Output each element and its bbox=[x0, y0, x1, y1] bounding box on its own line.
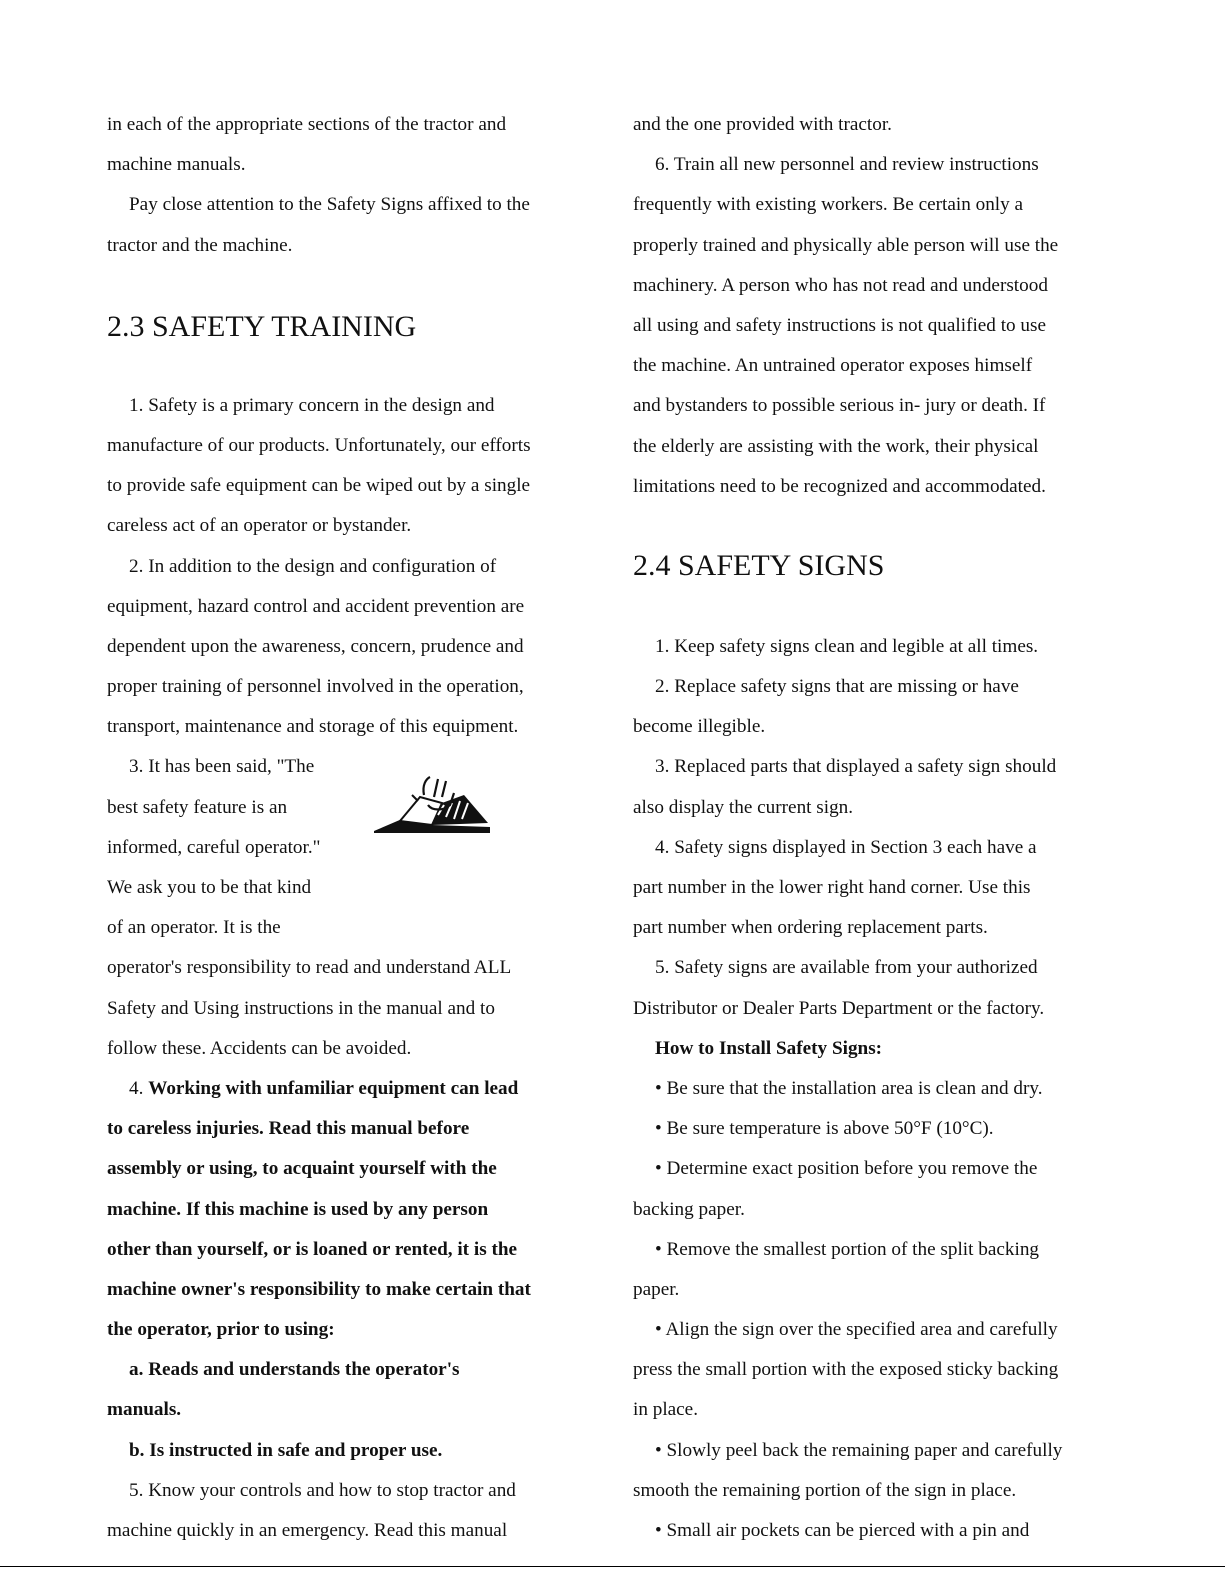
item3-line: operator's responsibility to read and understand ALL bbox=[107, 957, 512, 979]
footer-rule bbox=[0, 1566, 1225, 1567]
sub-item-a-line: manuals. bbox=[107, 1399, 182, 1421]
signs-item-line: 4. Safety signs displayed in Section 3 each have a bbox=[655, 836, 1037, 858]
item3-line: follow these. Accidents can be avoided. bbox=[107, 1037, 412, 1059]
item4-line: assembly or using, to acquaint yourself with the bbox=[107, 1158, 497, 1180]
bullet-line: • Be sure temperature is above 50°F (10°C). bbox=[655, 1118, 994, 1140]
signs-item-line: part number when ordering replacement parts. bbox=[633, 917, 988, 939]
signs-item-line: 1. Keep safety signs clean and legible at all times. bbox=[655, 635, 1039, 657]
item4-line: the operator, prior to using: bbox=[107, 1319, 335, 1341]
item3-line: best safety feature is an bbox=[107, 796, 288, 818]
bullet-line: • Be sure that the installation area is clean and dry. bbox=[655, 1077, 1043, 1099]
item1-line: 1. Safety is a primary concern in the design and bbox=[129, 394, 495, 416]
bullet-line: • Small air pockets can be pierced with a pin and bbox=[655, 1520, 1030, 1541]
item4-line bbox=[107, 1069, 577, 1109]
item3-line: 3. It has been said, "The bbox=[129, 756, 315, 778]
item4-bold-text: Working with unfamiliar equipment can lead bbox=[148, 1077, 519, 1099]
continuation-line: and the one provided with tractor. bbox=[633, 114, 892, 135]
sub-item-a-line: a. Reads and understands the operator's bbox=[129, 1359, 460, 1381]
bullet-line: • Slowly peel back the remaining paper and carefully bbox=[655, 1439, 1063, 1461]
signs-item-line: also display the current sign. bbox=[633, 796, 854, 818]
item3-line: informed, careful operator." bbox=[107, 836, 321, 858]
hand-on-book-icon bbox=[372, 775, 492, 835]
item2-line: transport, maintenance and storage of this equipment. bbox=[107, 716, 519, 738]
item4-line: machine. If this machine is used by any person bbox=[107, 1198, 489, 1220]
item2-line: equipment, hazard control and accident prevention are bbox=[107, 595, 525, 617]
bullet-line: paper. bbox=[633, 1278, 680, 1300]
item5-line: 5. Know your controls and how to stop tractor and bbox=[129, 1479, 516, 1501]
item6-line: machinery. A person who has not read and understood bbox=[633, 274, 1048, 296]
item6-line: frequently with existing workers. Be certain only a bbox=[633, 194, 1024, 216]
item3-block bbox=[107, 747, 577, 1069]
signs-item-line: 5. Safety signs are available from your authorized bbox=[655, 957, 1038, 979]
item6-line: properly trained and physically able person will use the bbox=[633, 234, 1059, 256]
bullet-line: • Align the sign over the specified area and carefully bbox=[655, 1319, 1058, 1341]
signs-item-line: Distributor or Dealer Parts Department or the factory. bbox=[633, 997, 1045, 1019]
item6-line: 6. Train all new personnel and review instructions bbox=[655, 154, 1039, 176]
item4-prefix: 4. bbox=[129, 1077, 149, 1099]
item2-line: proper training of personnel involved in the operation, bbox=[107, 676, 524, 698]
signs-item-line: 2. Replace safety signs that are missing or have bbox=[655, 676, 1019, 698]
item3-line: We ask you to be that kind bbox=[107, 877, 312, 898]
bullet-line: • Determine exact position before you remove the bbox=[655, 1158, 1038, 1180]
bullet-line: press the small portion with the exposed sticky backing bbox=[633, 1359, 1059, 1381]
item1-line: to provide safe equipment can be wiped out by a single bbox=[107, 475, 531, 497]
item6-line: all using and safety instructions is not qualified to use bbox=[633, 314, 1046, 336]
item4-line: machine owner's responsibility to make certain that bbox=[107, 1278, 531, 1300]
signs-note-line: tractor and the machine. bbox=[107, 234, 293, 256]
item6-line: limitations need to be recognized and accommodated. bbox=[633, 475, 1046, 497]
sub-item-b: b. Is instructed in safe and proper use. bbox=[129, 1439, 443, 1461]
item1-line: careless act of an operator or bystander. bbox=[107, 515, 412, 537]
intro-line: machine manuals. bbox=[107, 154, 246, 176]
item4-line: to careless injuries. Read this manual before bbox=[107, 1118, 470, 1140]
right-column bbox=[633, 105, 1108, 1551]
bullet-line: in place. bbox=[633, 1399, 698, 1421]
item6-line: and bystanders to possible serious in- jury or death. If bbox=[633, 395, 1046, 417]
bullet-line: • Remove the smallest portion of the split backing bbox=[655, 1238, 1040, 1260]
section-heading-safety-signs: 2.4 SAFETY SIGNS bbox=[633, 548, 885, 582]
install-heading: How to Install Safety Signs: bbox=[655, 1037, 883, 1059]
item3-line: of an operator. It is the bbox=[107, 917, 281, 939]
signs-item-line: part number in the lower right hand corner. Use this bbox=[633, 877, 1031, 898]
section-heading-safety-training: 2.3 SAFETY TRAINING bbox=[107, 309, 417, 343]
item2-line: dependent upon the awareness, concern, prudence and bbox=[107, 635, 524, 657]
signs-note-line: Pay close attention to the Safety Signs affixed to the bbox=[129, 194, 530, 216]
signs-item-line: 3. Replaced parts that displayed a safety sign should bbox=[655, 756, 1057, 778]
item2-line: 2. In addition to the design and configuration of bbox=[129, 555, 497, 577]
item4-line: other than yourself, or is loaned or rented, it is the bbox=[107, 1238, 518, 1260]
item1-line: manufacture of our products. Unfortunately, our efforts bbox=[107, 434, 531, 456]
bullet-line: smooth the remaining portion of the sign in place. bbox=[633, 1479, 1017, 1501]
bullet-line: backing paper. bbox=[633, 1198, 745, 1220]
item6-line: the machine. An untrained operator exposes himself bbox=[633, 355, 1033, 377]
item3-line: Safety and Using instructions in the manual and to bbox=[107, 997, 495, 1019]
item6-line: the elderly are assisting with the work, their physical bbox=[633, 435, 1039, 457]
signs-item-line: become illegible. bbox=[633, 716, 766, 738]
item5-line: machine quickly in an emergency. Read this manual bbox=[107, 1520, 508, 1541]
left-column bbox=[107, 105, 577, 1551]
intro-line: in each of the appropriate sections of the tractor and bbox=[107, 114, 507, 135]
